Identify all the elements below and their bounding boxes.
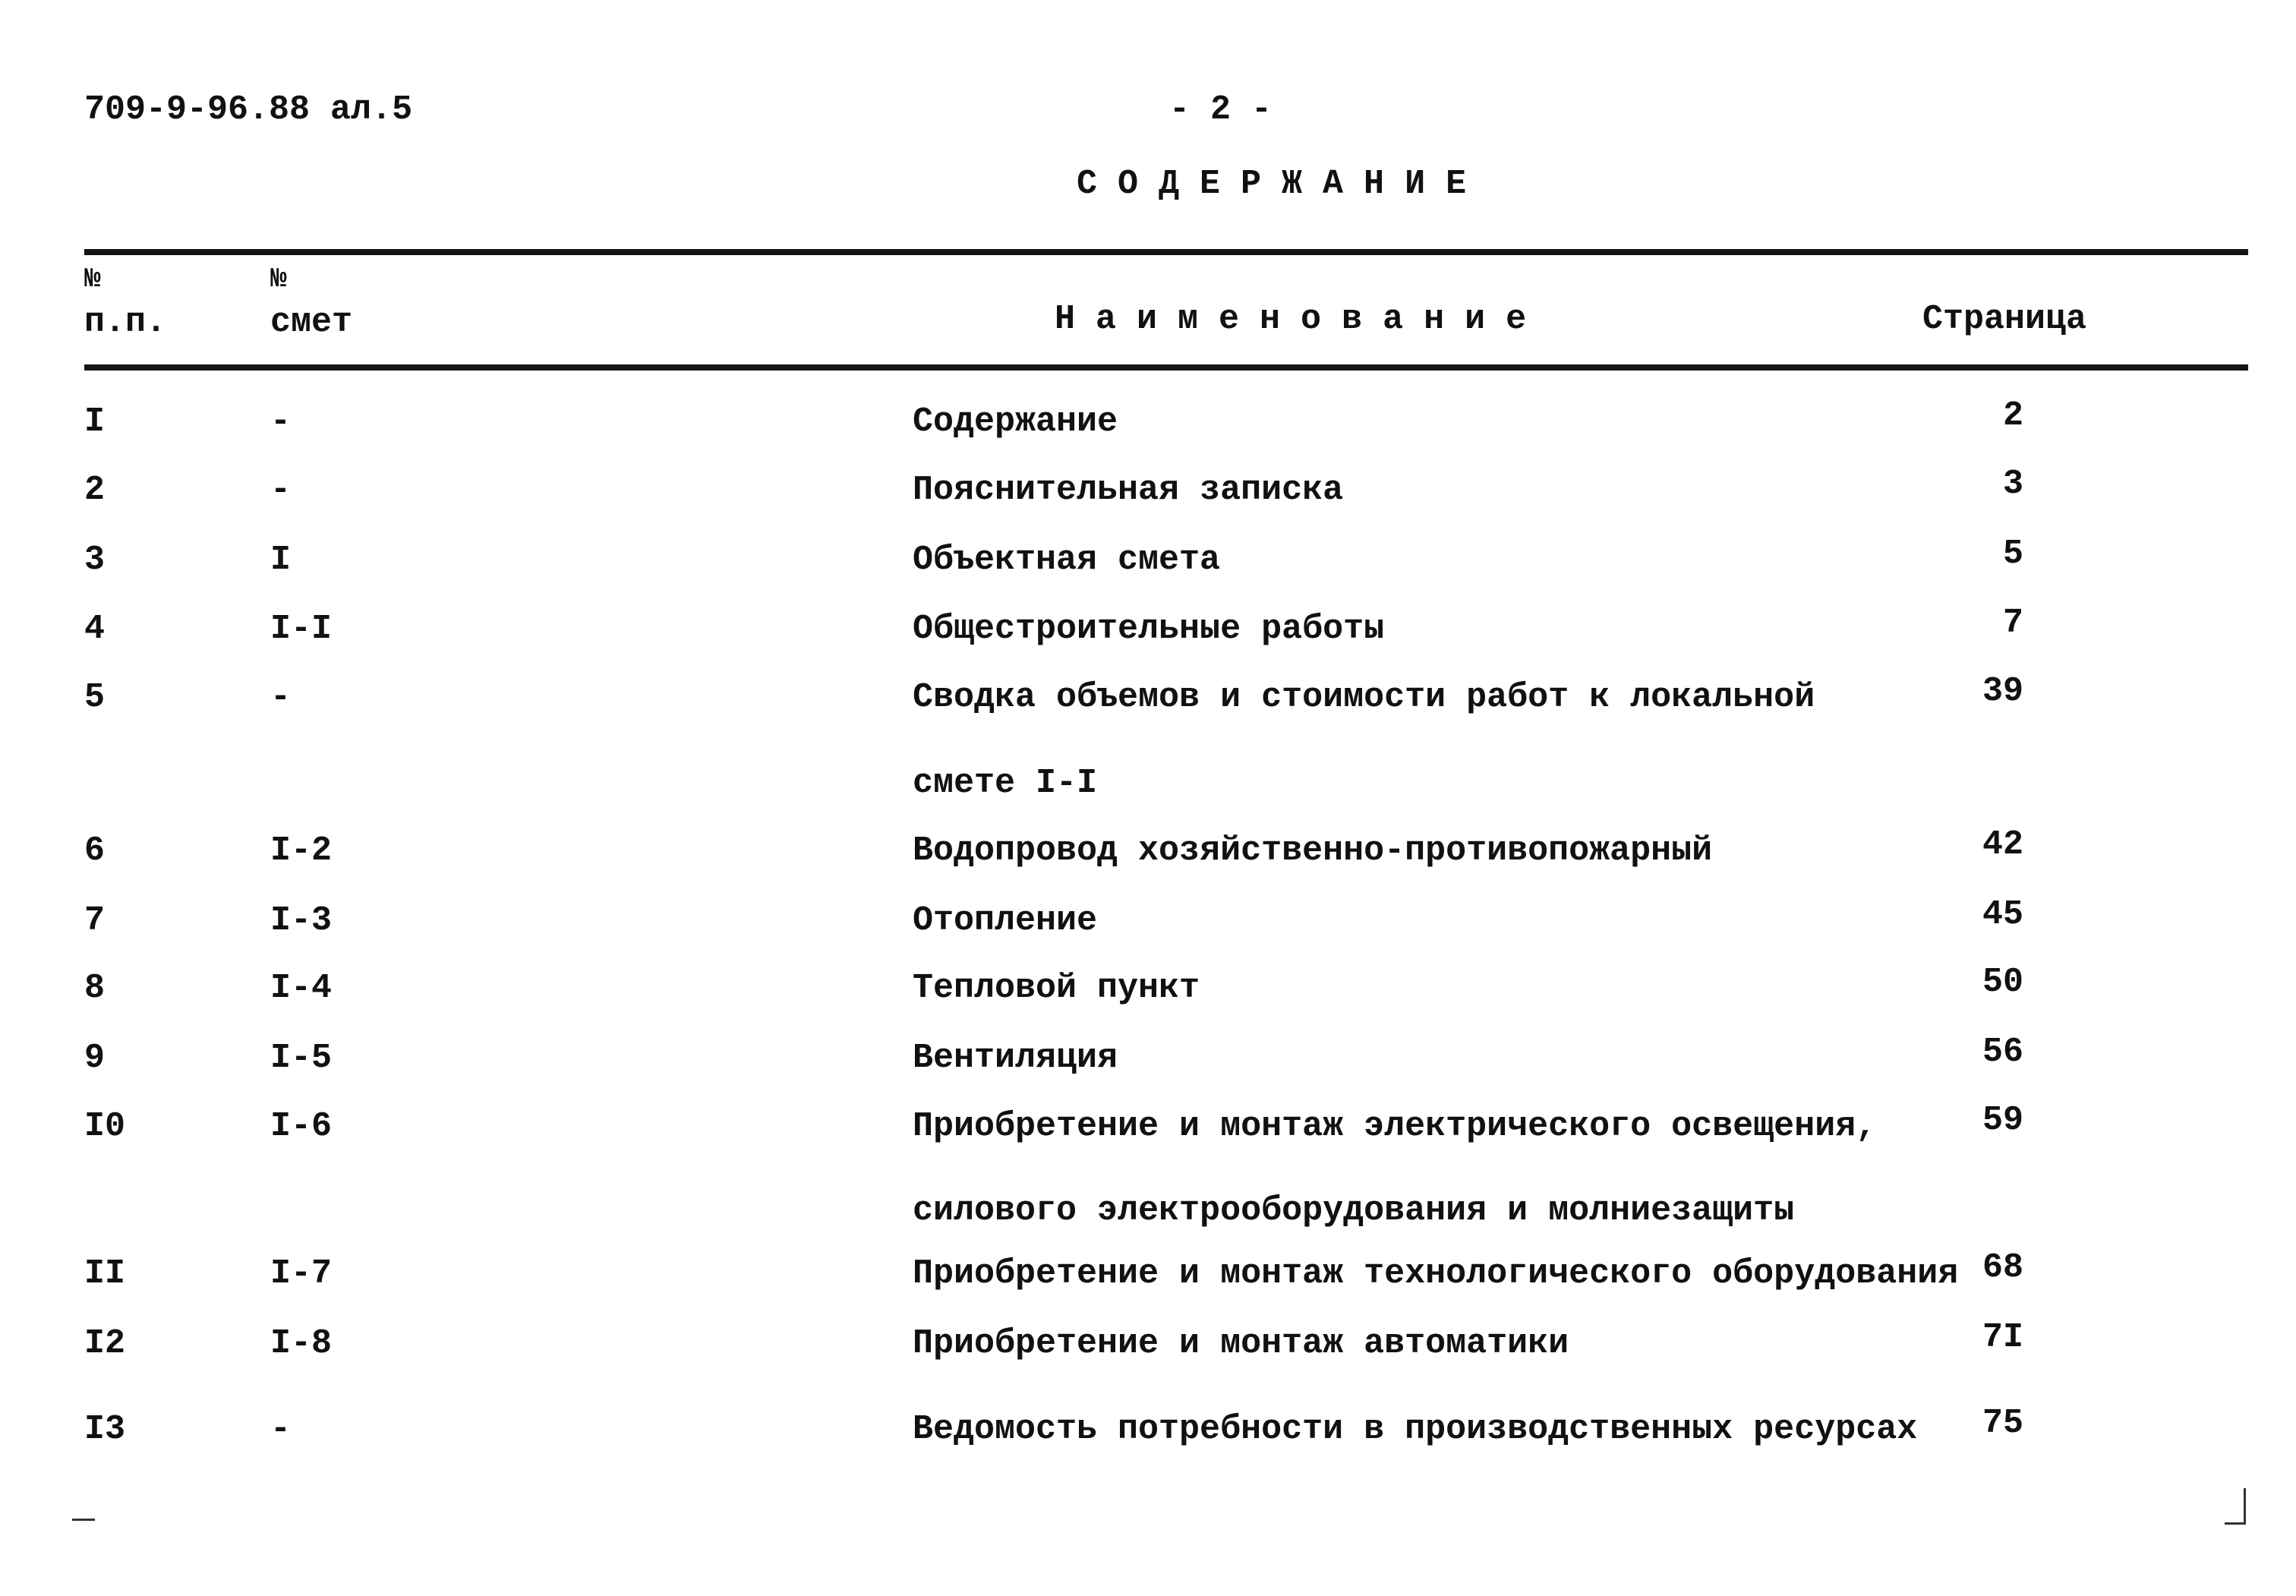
col-num-sign: № (84, 263, 101, 295)
document-code: 709-9-96.88 ал.5 (84, 90, 413, 129)
row-page: 68 (1982, 1248, 2023, 1287)
row-estimate-number: - (270, 402, 292, 441)
row-number: 7 (84, 901, 106, 940)
row-name: Пояснительная записка (913, 471, 1344, 509)
row-number: 5 (84, 678, 106, 717)
row-page: 3 (2002, 465, 2023, 503)
top-rule (84, 249, 2248, 255)
row-number: II (84, 1254, 126, 1293)
col-page-header: Страница (1922, 300, 2087, 339)
page-title: С О Д Е Р Ж А Н И Е (1077, 165, 1467, 203)
row-estimate-number: I-2 (270, 831, 333, 870)
row-page: 5 (2002, 535, 2023, 573)
row-number: 3 (84, 541, 106, 579)
row-estimate-number: I-3 (270, 901, 333, 940)
row-page: 45 (1982, 895, 2023, 934)
row-page: 50 (1982, 963, 2023, 1001)
row-estimate-number: I-7 (270, 1254, 333, 1293)
row-name: Приобретение и монтаж технологического оборудования (913, 1254, 1959, 1293)
row-page: 39 (1982, 672, 2023, 711)
col-smet-sign: № (270, 263, 287, 295)
row-name: Объектная смета (913, 541, 1221, 579)
corner-mark-left (72, 1519, 95, 1521)
row-number: 4 (84, 610, 106, 648)
header-rule (84, 364, 2248, 371)
row-estimate-number: I-6 (270, 1107, 333, 1146)
row-name: Водопровод хозяйственно-противопожарный (913, 831, 1713, 870)
row-number: 9 (84, 1039, 106, 1077)
row-number: 2 (84, 471, 106, 509)
row-name: Отопление (913, 901, 1098, 940)
row-name: Тепловой пункт (913, 969, 1200, 1008)
row-page: 42 (1982, 825, 2023, 864)
row-name: Приобретение и монтаж электрического освещения, (913, 1107, 1877, 1146)
row-estimate-number: I (270, 541, 292, 579)
corner-mark-right-vertical (2244, 1488, 2246, 1525)
col-num-header: п.п. (84, 303, 167, 342)
row-estimate-number: I-5 (270, 1039, 333, 1077)
page-number: - 2 - (1169, 90, 1273, 129)
row-name: Вентиляция (913, 1039, 1118, 1077)
col-name-header: Н а и м е н о в а н и е (1055, 300, 1527, 339)
row-estimate-number: - (270, 471, 292, 509)
row-page: 59 (1982, 1101, 2023, 1140)
row-name: Ведомость потребности в производственных ресурсах (913, 1410, 1918, 1449)
row-number: I (84, 402, 106, 441)
row-estimate-number: I-8 (270, 1324, 333, 1363)
row-name: Общестроительные работы (913, 610, 1385, 648)
row-number: 6 (84, 831, 106, 870)
row-page: 75 (1982, 1404, 2023, 1443)
row-name: Сводка объемов и стоимости работ к локальной (913, 678, 1815, 717)
row-page: 2 (2002, 396, 2023, 435)
row-estimate-number: - (270, 678, 292, 717)
row-number: I3 (84, 1410, 126, 1449)
row-estimate-number: I-I (270, 610, 333, 648)
row-number: I2 (84, 1324, 126, 1363)
row-estimate-number: I-4 (270, 969, 333, 1008)
corner-mark-right (2225, 1522, 2246, 1525)
row-name: Содержание (913, 402, 1118, 441)
row-name: Приобретение и монтаж автоматики (913, 1324, 1569, 1363)
row-name-continuation: смете I-I (913, 764, 1098, 803)
row-page: 7 (2002, 604, 2023, 642)
col-smet-header: смет (270, 303, 353, 342)
row-page: 7I (1982, 1318, 2023, 1357)
row-name-continuation: силового электрооборудования и молниезащиты (913, 1191, 1795, 1230)
row-page: 56 (1982, 1033, 2023, 1071)
row-number: 8 (84, 969, 106, 1008)
row-estimate-number: - (270, 1410, 292, 1449)
row-number: I0 (84, 1107, 126, 1146)
